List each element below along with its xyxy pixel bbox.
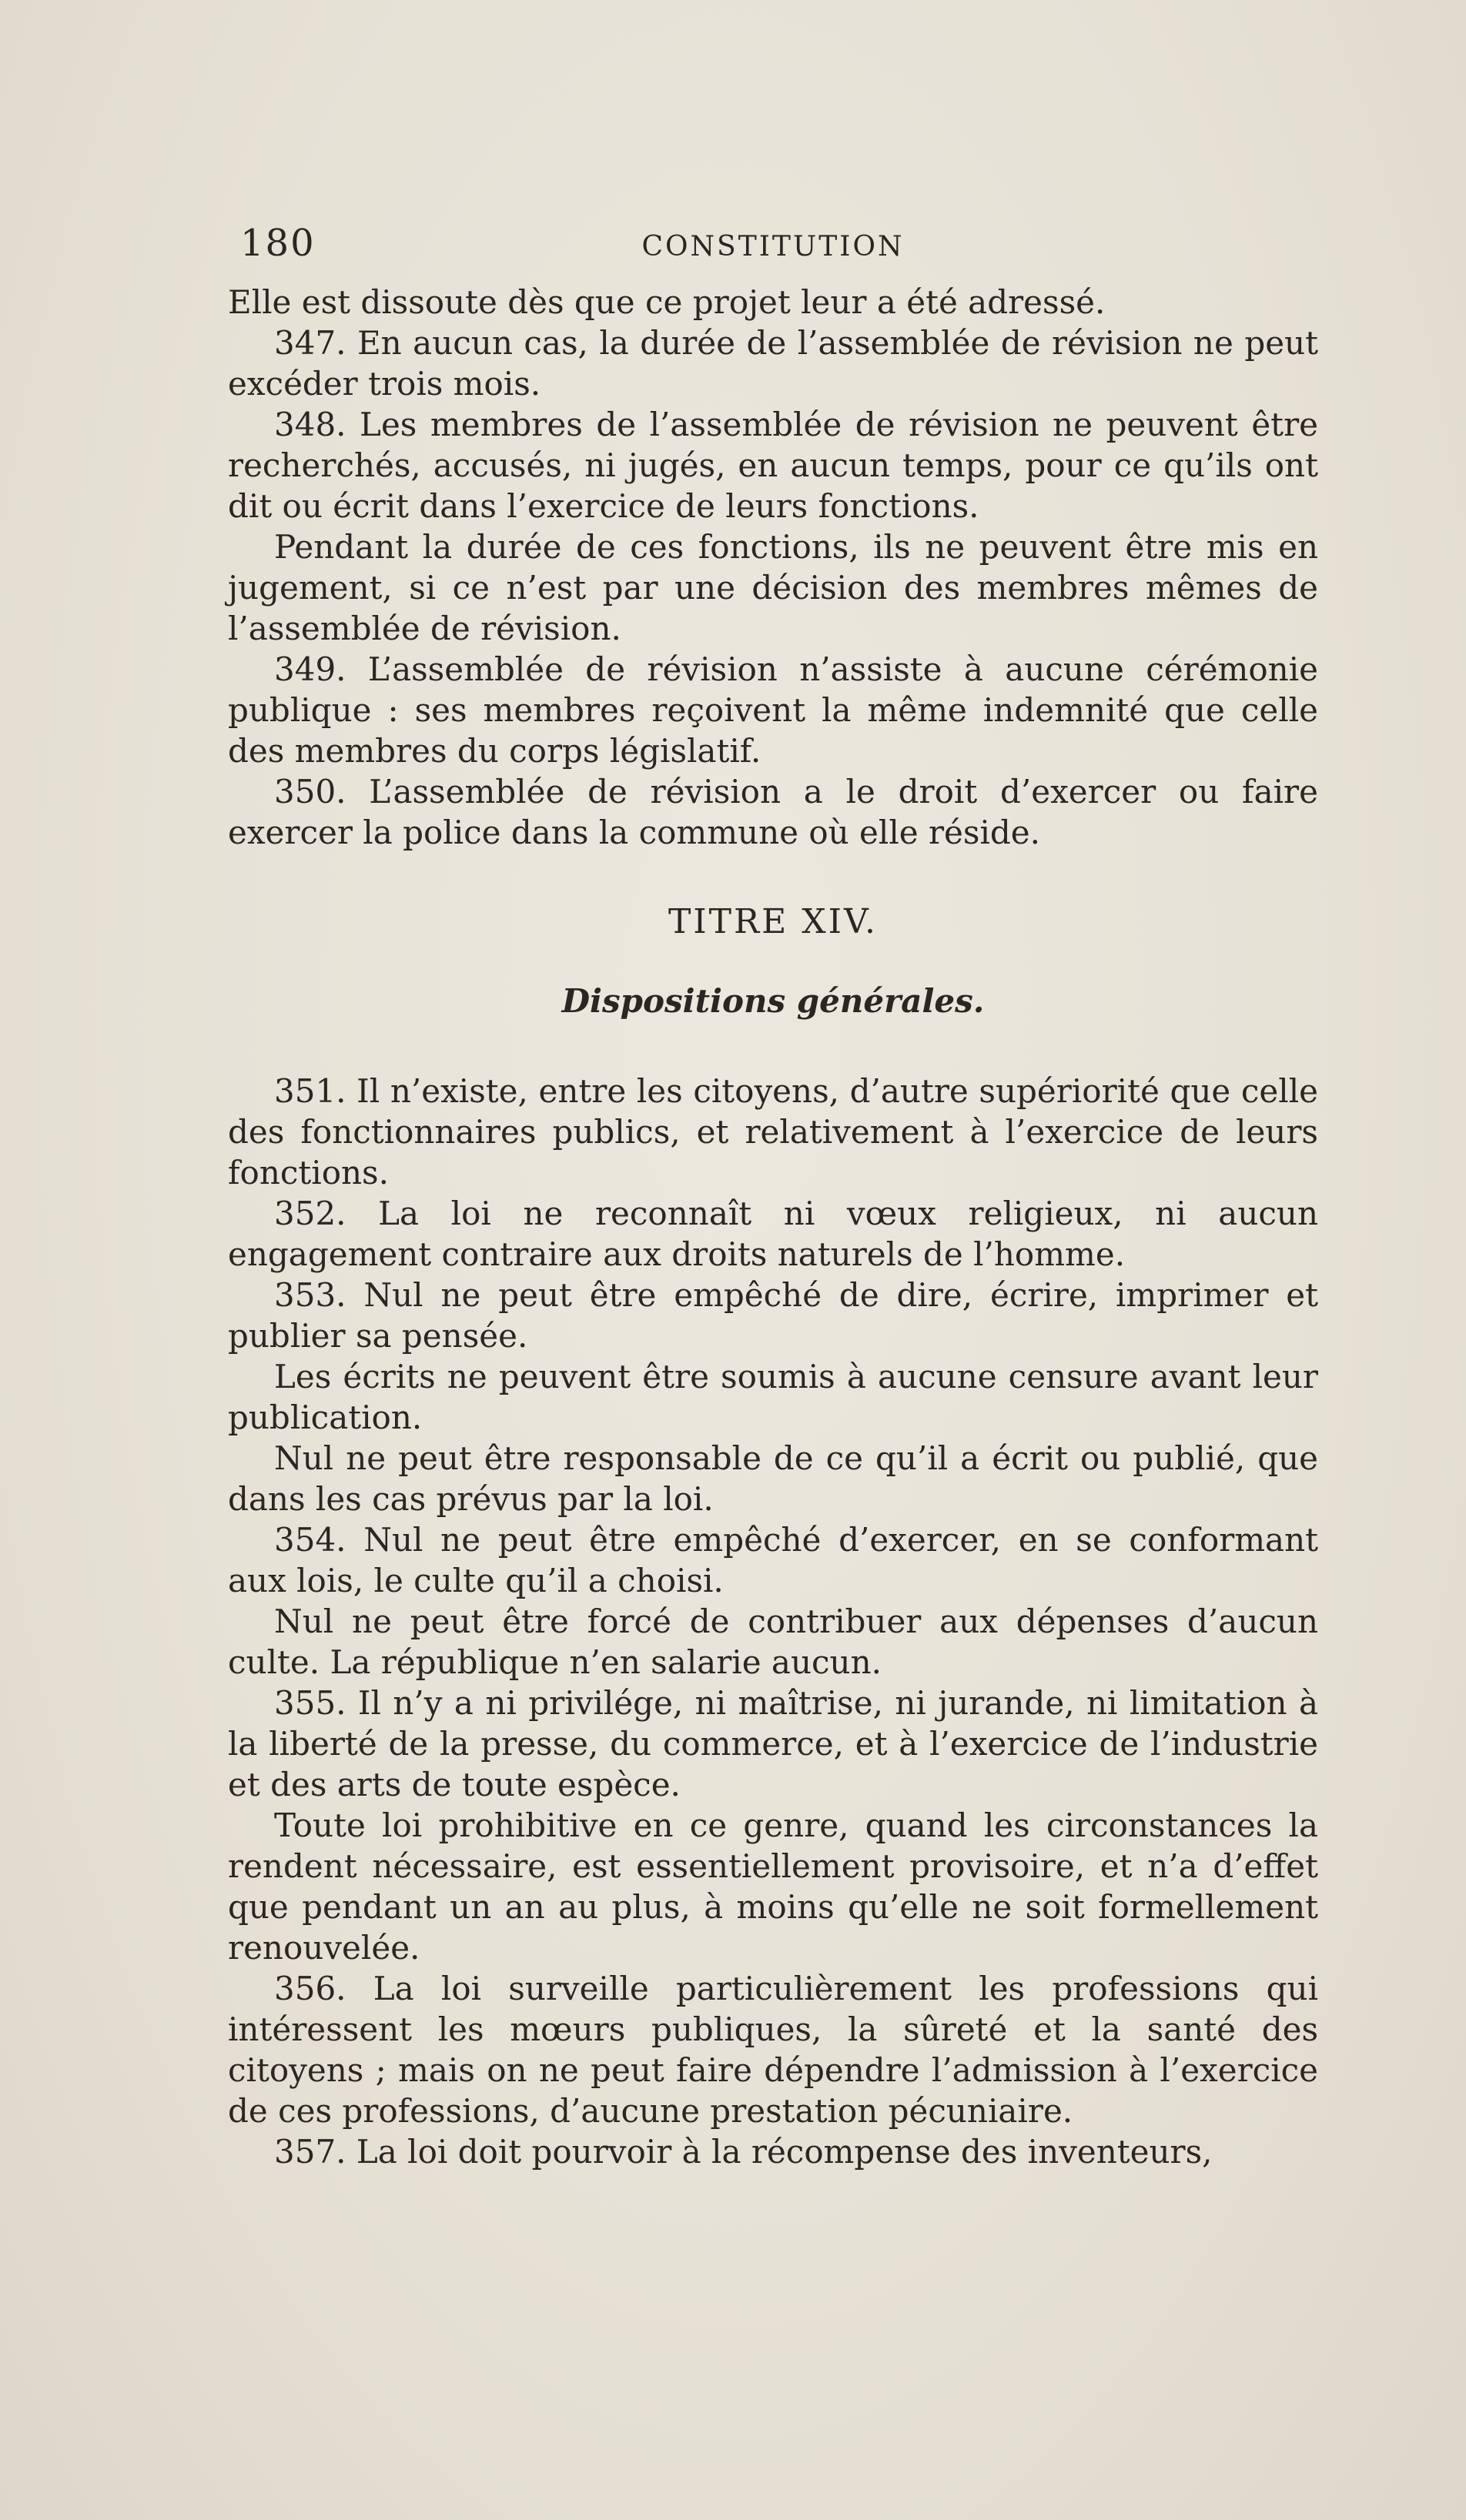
running-title: CONSTITUTION <box>641 231 905 262</box>
paragraph: Nul ne peut être responsable de ce qu’il a écrit ou publié, que dans les cas prévus par la loi. <box>228 1439 1318 1518</box>
paragraph: Les écrits ne peuvent être soumis à aucune censure avant leur publication. <box>228 1358 1318 1436</box>
paragraph: Elle est dissoute dès que ce projet leur a été adressé. <box>228 283 1106 321</box>
paragraphs-bottom <box>228 1071 1318 2172</box>
paragraph-article-349: 349. L’assemblée de révision n’assiste à aucune cérémonie publique : ses membres reçoivent la même indemnité que celle des membres du corps législatif. <box>228 650 1318 770</box>
section-subtitle: Dispositions générales. <box>561 982 985 1020</box>
text-block <box>228 216 1318 2172</box>
paragraph-article-351: 351. Il n’existe, entre les citoyens, d’autre supériorité que celle des fonctionnaires publics, et relativement à l’exercice de leurs fonctions. <box>228 1072 1318 1191</box>
paragraph: Toute loi prohibitive en ce genre, quand les circonstances la rendent nécessaire, est essentiellement provisoire, et n’a d’effet que pendant un an au plus, à moins qu’elle ne soit formellement renouvelée. <box>228 1806 1318 1967</box>
running-head <box>228 216 1318 282</box>
paragraphs-top <box>228 282 1318 853</box>
paragraph-article-352: 352. La loi ne reconnaît ni vœux religieux, ni aucun engagement contraire aux droits naturels de l’homme. <box>228 1195 1318 1273</box>
paragraph-article-350: 350. L’assemblée de révision a le droit d’exercer ou faire exercer la police dans la commune où elle réside. <box>228 773 1318 851</box>
paragraph-article-347: 347. En aucun cas, la durée de l’assemblée de révision ne peut excéder trois mois. <box>228 324 1318 403</box>
page-number: 180 <box>240 222 316 265</box>
paragraph-article-356: 356. La loi surveille particulièrement les professions qui intéressent les mœurs publiques, la sûreté et la santé des citoyens ; mais on ne peut faire dépendre l’admission à l’exercice de ces professions, d’aucune prestation pécuniaire. <box>228 1970 1318 2130</box>
paragraph-article-353: 353. Nul ne peut être empêché de dire, écrire, imprimer et publier sa pensée. <box>228 1276 1318 1355</box>
paragraph-article-354: 354. Nul ne peut être empêché d’exercer, en se conformant aux lois, le culte qu’il a choisi. <box>228 1521 1318 1599</box>
paragraph: Pendant la durée de ces fonctions, ils ne peuvent être mis en jugement, si ce n’est par une décision des membres mêmes de l’assemblée de révision. <box>228 528 1318 647</box>
paragraph: Nul ne peut être forcé de contribuer aux dépenses d’aucun culte. La république n’en salarie aucun. <box>228 1603 1318 1681</box>
paragraph-article-357: 357. La loi doit pourvoir à la récompense des inventeurs, <box>274 2133 1213 2171</box>
paragraph-article-348: 348. Les membres de l’assemblée de révision ne peuvent être recherchés, accusés, ni jugés, en aucun temps, pour ce qu’ils ont dit ou écrit dans l’exercice de leurs fonctions. <box>228 406 1318 525</box>
section-title: TITRE XIV. <box>668 902 879 941</box>
paragraph-article-355: 355. Il n’y a ni privilége, ni maîtrise, ni jurande, ni limitation à la liberté de la presse, du commerce, et à l’exercice de l’industrie et des arts de toute espèce. <box>228 1684 1318 1803</box>
